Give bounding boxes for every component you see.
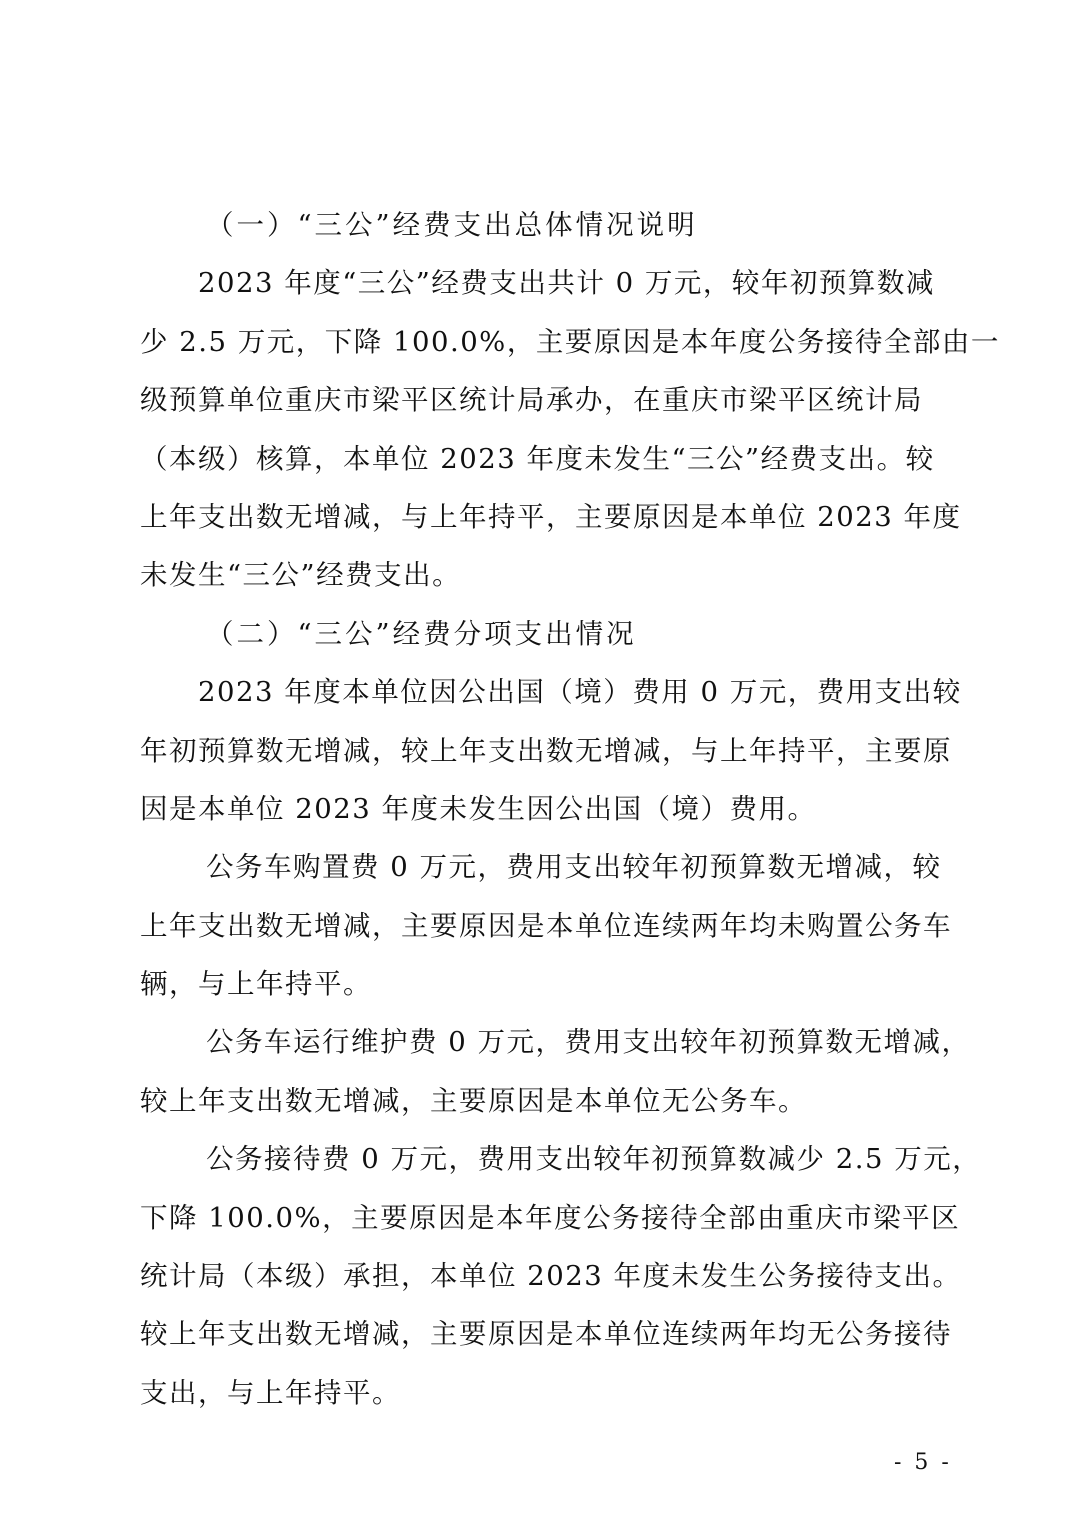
document-body (140, 196, 1000, 1422)
text-line: 较上年支出数无增减，主要原因是本单位无公务车。 (140, 1084, 807, 1117)
text-line: 年初预算数无增减，较上年支出数无增减，与上年持平，主要原 (140, 734, 952, 767)
paragraph-vehicle-maintenance (140, 1013, 971, 1130)
paragraph-vehicle-purchase (140, 838, 952, 1013)
text-line: 2023 年度“三公”经费支出共计 0 万元，较年初预算数减 (198, 267, 935, 300)
text-line: 未发生“三公”经费支出。 (140, 559, 462, 592)
text-line: 公务接待费 0 万元，费用支出较年初预算数减少 2.5 万元， (206, 1143, 982, 1176)
paragraph-overview (140, 254, 1000, 604)
paragraph-overseas-travel (140, 663, 962, 838)
text-line: 2023 年度本单位因公出国（境）费用 0 万元，费用支出较 (198, 676, 962, 709)
section-heading-overview: （一）“三公”经费支出总体情况说明 (206, 209, 698, 241)
text-line: 统计局（本级）承担，本单位 2023 年度未发生公务接待支出。 (140, 1260, 962, 1293)
text-line: （本级）核算，本单位 2023 年度未发生“三公”经费支出。较 (140, 442, 935, 475)
text-line: 级预算单位重庆市梁平区统计局承办，在重庆市梁平区统计局 (140, 384, 923, 417)
text-line: 上年支出数无增减，与上年持平，主要原因是本单位 2023 年度 (140, 500, 962, 533)
text-line: 公务车购置费 0 万元，费用支出较年初预算数无增减，较 (206, 851, 942, 884)
text-line: 公务车运行维护费 0 万元，费用支出较年初预算数无增减， (206, 1026, 971, 1059)
text-line: 上年支出数无增减，主要原因是本单位连续两年均未购置公务车 (140, 909, 952, 942)
text-line: 少 2.5 万元，下降 100.0%，主要原因是本年度公务接待全部由一 (140, 325, 1000, 358)
text-line: 因是本单位 2023 年度未发生因公出国（境）费用。 (140, 792, 817, 825)
section-heading-breakdown: （二）“三公”经费分项支出情况 (206, 617, 637, 650)
page-number: - 5 - (894, 1450, 952, 1475)
paragraph-official-reception (140, 1130, 982, 1422)
text-line: 下降 100.0%，主要原因是本年度公务接待全部由重庆市梁平区 (140, 1201, 961, 1234)
text-line: 较上年支出数无增减，主要原因是本单位连续两年均无公务接待 (140, 1318, 952, 1351)
text-line: 辆，与上年持平。 (140, 968, 372, 1001)
text-line: 支出，与上年持平。 (140, 1376, 401, 1409)
